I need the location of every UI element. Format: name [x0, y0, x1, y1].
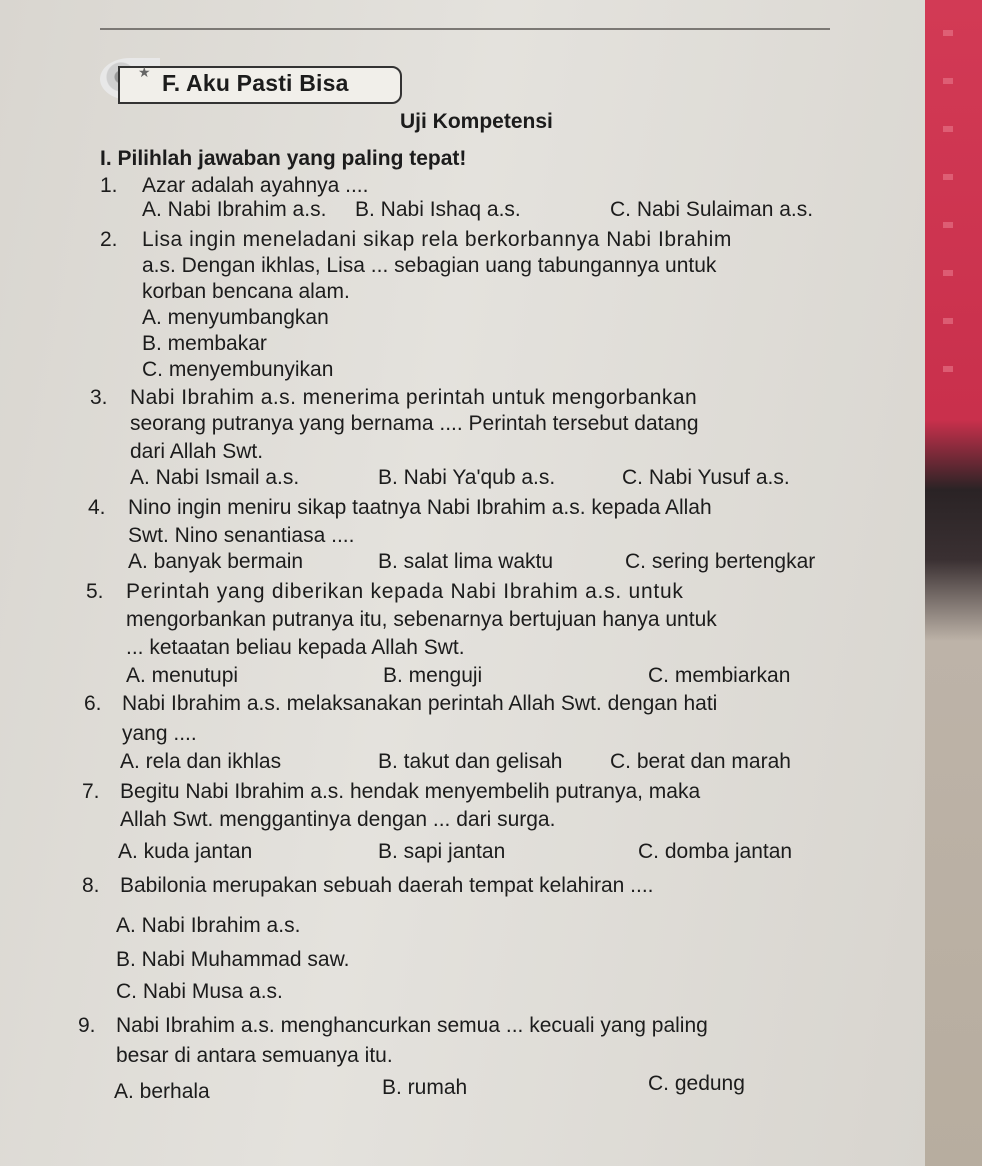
top-divider: [100, 28, 830, 30]
option-c: C. gedung: [648, 1072, 745, 1095]
question-text: ... ketaatan beliau kepada Allah Swt.: [126, 636, 465, 659]
star-icon: ★: [138, 64, 151, 80]
question-text: Nino ingin meniru sikap taatnya Nabi Ibrahim a.s. kepada Allah: [128, 496, 712, 519]
option-a: A. banyak bermain: [128, 550, 304, 573]
option-a: A. kuda jantan: [118, 840, 253, 863]
instruction-heading: I. Pilihlah jawaban yang paling tepat!: [100, 147, 467, 170]
question-number: 1.: [100, 174, 118, 197]
option-b: B. membakar: [142, 332, 267, 355]
option-a: A. Nabi Ibrahim a.s.: [142, 198, 327, 221]
option-c: C. menyembunyikan: [142, 358, 334, 381]
option-a: A. berhala: [114, 1080, 210, 1103]
page-subtitle: Uji Kompetensi: [400, 110, 553, 133]
question-text: korban bencana alam.: [142, 280, 350, 303]
question-number: 3.: [90, 386, 108, 409]
background-fabric-edge: [925, 0, 982, 1166]
question-text: Nabi Ibrahim a.s. melaksanakan perintah Allah Swt. dengan hati: [122, 692, 718, 715]
question-number: 2.: [100, 228, 118, 251]
option-c: C. membiarkan: [648, 664, 791, 687]
option-b: B. sapi jantan: [378, 840, 506, 863]
option-a: A. Nabi Ibrahim a.s.: [116, 914, 301, 937]
question-text: yang ....: [122, 722, 197, 745]
question-number: 4.: [88, 496, 106, 519]
question-text: Azar adalah ayahnya ....: [142, 174, 369, 197]
option-c: C. sering bertengkar: [625, 550, 816, 573]
question-text: mengorbankan putranya itu, sebenarnya bertujuan hanya untuk: [126, 608, 717, 631]
question-text: Perintah yang diberikan kepada Nabi Ibrahim a.s. untuk: [126, 580, 684, 603]
question-text: Begitu Nabi Ibrahim a.s. hendak menyembelih putranya, maka: [120, 780, 701, 803]
question-text: seorang putranya yang bernama .... Perintah tersebut datang: [130, 412, 699, 435]
question-text: besar di antara semuanya itu.: [116, 1044, 393, 1067]
question-text: Lisa ingin meneladani sikap rela berkorbannya Nabi Ibrahim: [142, 228, 732, 251]
option-a: A. menutupi: [126, 664, 239, 687]
option-a: A. menyumbangkan: [142, 306, 329, 329]
question-text: Allah Swt. menggantinya dengan ... dari surga.: [120, 808, 556, 831]
option-b: B. Nabi Ishaq a.s.: [355, 198, 521, 221]
option-b: B. Nabi Ya'qub a.s.: [378, 466, 556, 489]
option-c: C. Nabi Musa a.s.: [116, 980, 283, 1003]
option-a: A. Nabi Ismail a.s.: [130, 466, 300, 489]
question-number: 6.: [84, 692, 102, 715]
option-b: B. rumah: [382, 1076, 468, 1099]
question-text: Nabi Ibrahim a.s. menghancurkan semua ... kecuali yang paling: [116, 1014, 708, 1037]
option-c: C. domba jantan: [638, 840, 793, 863]
question-number: 7.: [82, 780, 100, 803]
option-c: C. berat dan marah: [610, 750, 791, 773]
question-text: a.s. Dengan ikhlas, Lisa ... sebagian uang tabungannya untuk: [142, 254, 717, 277]
section-title: F. Aku Pasti Bisa: [162, 70, 349, 96]
option-b: B. salat lima waktu: [378, 550, 554, 573]
question-text: Nabi Ibrahim a.s. menerima perintah untuk mengorbankan: [130, 386, 698, 409]
option-b: B. Nabi Muhammad saw.: [116, 948, 350, 971]
option-b: B. menguji: [383, 664, 483, 687]
question-number: 8.: [82, 874, 100, 897]
option-c: C. Nabi Yusuf a.s.: [622, 466, 790, 489]
question-number: 9.: [78, 1014, 96, 1037]
question-text: Swt. Nino senantiasa ....: [128, 524, 355, 547]
option-c: C. Nabi Sulaiman a.s.: [610, 198, 814, 221]
question-number: 5.: [86, 580, 104, 603]
option-b: B. takut dan gelisah: [378, 750, 563, 773]
option-a: A. rela dan ikhlas: [120, 750, 282, 773]
question-text: Babilonia merupakan sebuah daerah tempat kelahiran ....: [120, 874, 654, 897]
question-text: dari Allah Swt.: [130, 440, 264, 463]
